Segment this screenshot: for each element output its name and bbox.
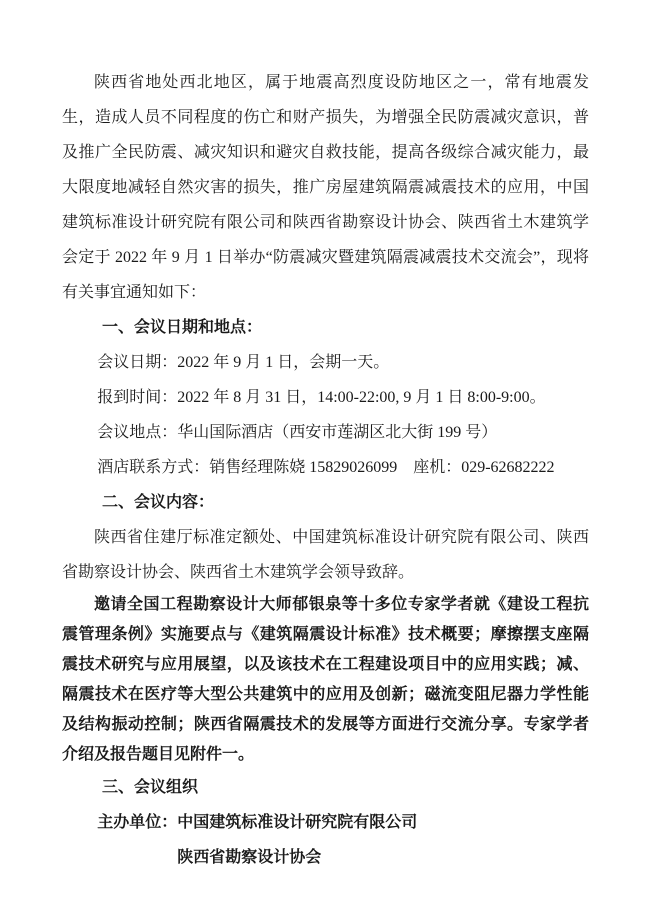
intro-paragraph: 陕西省地处西北地区，属于地震高烈度设防地区之一，常有地震发生，造成人员不同程度的伤亡和财产损失，为增强全民防震减灾意识，普及推广全民防震、减灾知识和避灾自救技能，提高各级综合减灾能力，最大限度地减轻自然灾害的损失，推广房屋建筑隔震减震技术的应用，中国建筑标准设计研究院有限公司和陕西省勘察设计协会、陕西省土木建筑学会定于 2022 年 9 月 1 日举办“防震减灾暨建筑隔震减震技术交流会”，现将有关事宜通知如下：	[62, 74, 589, 301]
expert-topics-paragraph: 邀请全国工程勘察设计大师郁银泉等十多位专家学者就《建设工程抗震管理条例》实施要点与《建筑隔震设计标准》技术概要；摩擦摆支座隔震技术研究与应用展望，以及该技术在工程建设项目中的应用实践；减、隔震技术在医疗等大型公共建筑中的应用及创新；磁流变阻尼器力学性能及结构振动控制；陕西省隔震技术的发展等方面进行交流分享。专家学者介绍及报告题目见附件一。	[62, 596, 589, 763]
section-3-heading: 三、会议组织	[102, 779, 199, 796]
organizer-line: 主办单位：中国建筑标准设计研究院有限公司	[97, 814, 418, 831]
meeting-date-line: 会议日期：2022 年 9 月 1 日，会期一天。	[97, 354, 390, 371]
checkin-time-line: 报到时间：2022 年 8 月 31 日，14:00-22:00, 9 月 1 日 8:00-9:00。	[97, 389, 546, 406]
venue-line: 会议地点：华山国际酒店（西安市莲湖区北大街 199 号）	[97, 424, 498, 441]
section-2-heading: 二、会议内容：	[102, 494, 215, 511]
co-organizer-line: 陕西省勘察设计协会	[177, 849, 322, 866]
hotel-contact-line: 酒店联系方式：销售经理陈娆 15829026099 座机：029-62682222	[97, 459, 555, 476]
section-1-heading: 一、会议日期和地点：	[102, 319, 263, 336]
opening-remarks-paragraph: 陕西省住建厅标准定额处、中国建筑标准设计研究院有限公司、陕西省勘察设计协会、陕西省土木建筑学会领导致辞。	[62, 529, 589, 581]
